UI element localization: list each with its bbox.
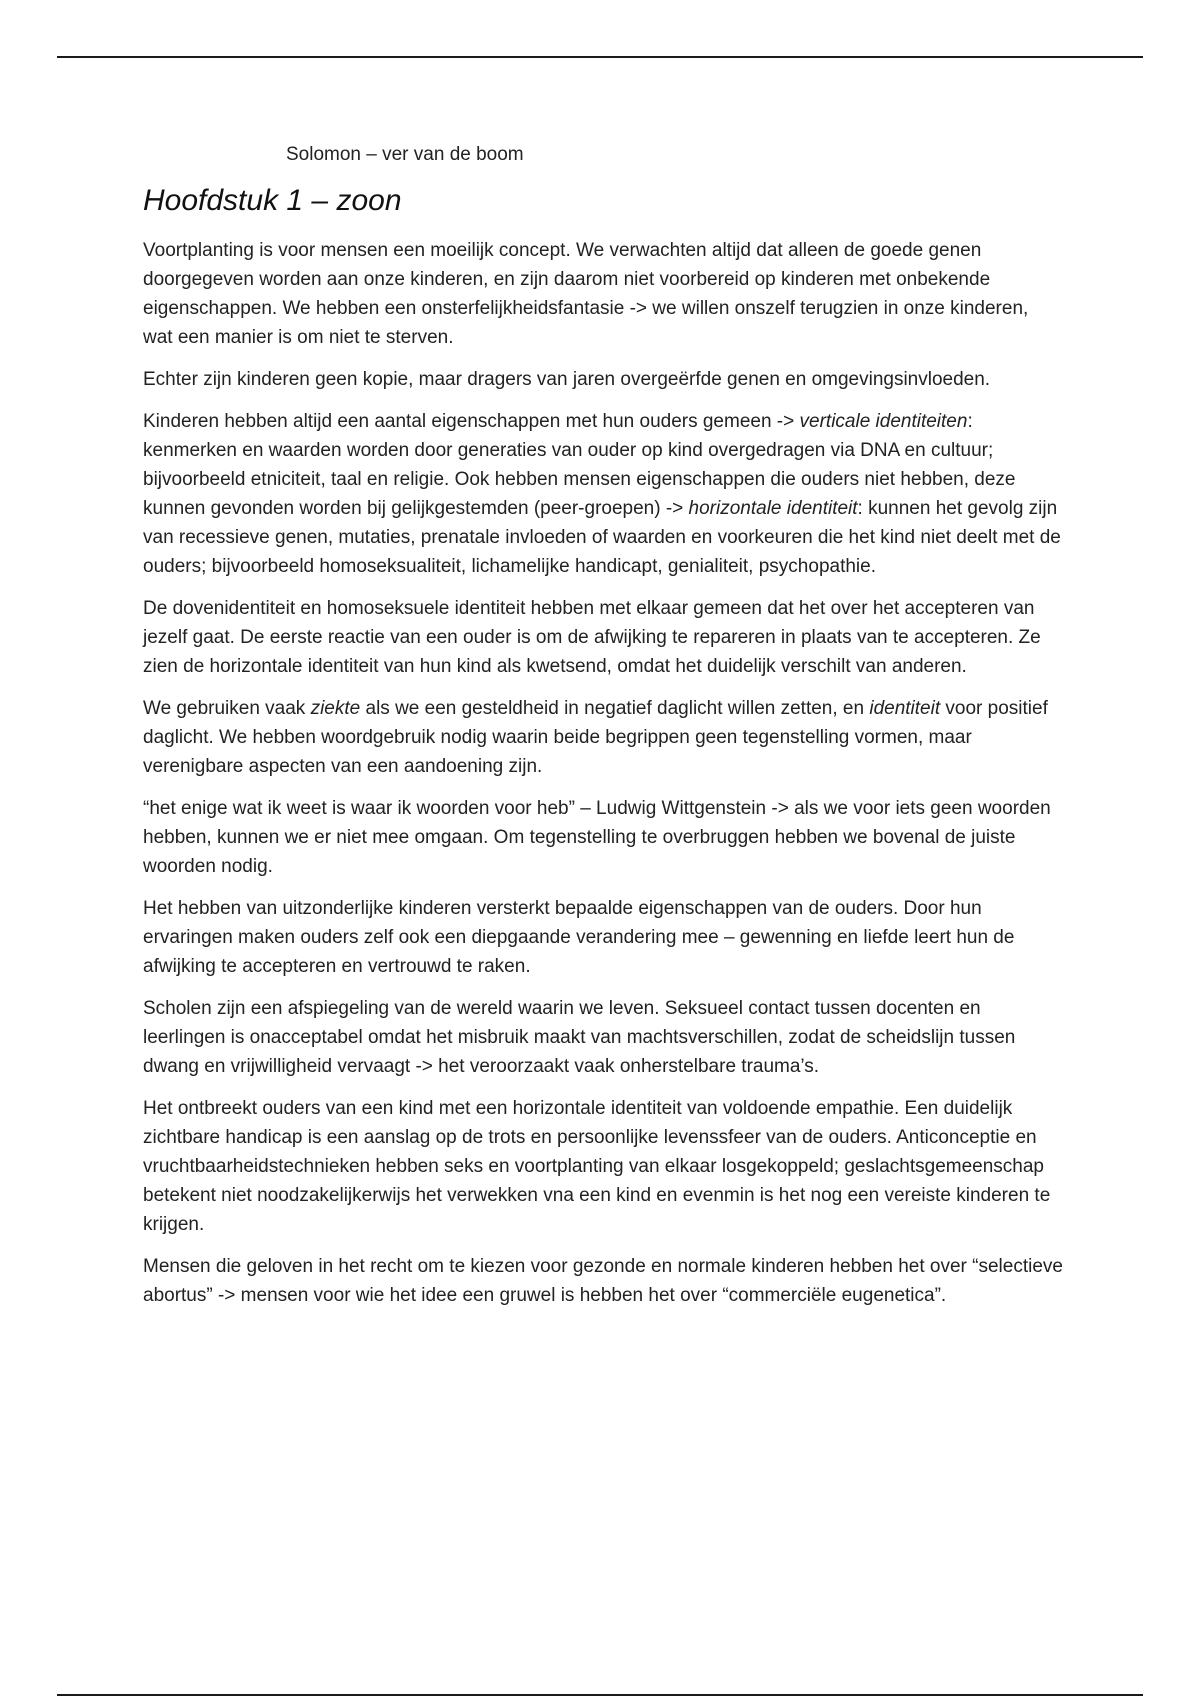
paragraph-text: Voortplanting is voor mensen een moeilijk concept. We verwachten altijd dat alleen de goede genen doorgegeven worden aan onze kinderen, en zijn daarom niet voorbereid op kinderen met onbekende eigenschappen. We hebben een onsterfelijkheidsfantasie -> we willen onszelf terugzien in onze kinderen, wat een manier is om niet te sterven. [143, 240, 1029, 348]
top-rule [57, 56, 1143, 58]
paragraph-text: “het enige wat ik weet is waar ik woorden voor heb” – Ludwig Wittgenstein -> als we voor iets geen woorden hebben, kunnen we er niet mee omgaan. Om tegenstelling te overbruggen hebben we bovenal de juiste woorden nodig. [143, 798, 1051, 877]
paragraph [143, 1252, 1063, 1310]
paragraph [143, 1094, 1063, 1239]
paragraph-text: Mensen die geloven in het recht om te kiezen voor gezonde en normale kinderen hebben het over “selectieve abortus” -> mensen voor wie het idee een gruwel is hebben het over “commerciële eugenetica”. [143, 1256, 1063, 1306]
paragraph [143, 994, 1063, 1081]
paragraph [143, 894, 1063, 981]
paragraph [143, 694, 1063, 781]
italic-term: ziekte [310, 698, 361, 719]
italic-term: horizontale identiteit [688, 498, 858, 519]
paragraph-text: Het ontbreekt ouders van een kind met een horizontale identiteit van voldoende empathie. Een duidelijk zichtbare handicap is een aanslag op de trots en persoonlijke levenssfeer van de ouders. Anticonceptie en vruchtbaarheidstechnieken hebben seks en voortplanting van elkaar losgekoppeld; geslachtsgemeenschap betekent niet noodzakelijkerwijs het verwekken vna een kind en evenmin is het nog een vereiste kinderen te krijgen. [143, 1098, 1051, 1235]
paragraph-list [143, 236, 1063, 1310]
paragraph [143, 365, 1063, 394]
paragraph [143, 594, 1063, 681]
italic-term: verticale identiteiten [799, 411, 968, 432]
paragraph-text: Echter zijn kinderen geen kopie, maar dragers van jaren overgeërfde genen en omgevingsinvloeden. [143, 369, 991, 390]
paragraph-text: Scholen zijn een afspiegeling van de wereld waarin we leven. Seksueel contact tussen docenten en leerlingen is onacceptabel omdat het misbruik maakt van machtsverschillen, zodat de scheidslijn tussen dwang en vrijwilligheid vervaagt -> het veroorzaakt vaak onherstelbare trauma’s. [143, 998, 1016, 1077]
chapter-title: Hoofdstuk 1 – zoon [143, 184, 402, 217]
paragraph-text: : kenmerken en waarden worden door generaties van ouder op kind overgedragen via DNA en cultuur; bijvoorbeeld etniciteit, taal en religie. Ook hebben mensen eigenschappen die ouders niet hebben, deze kunnen gevonden worden bij gelijkgestemden (peer-groepen) -> [143, 411, 1016, 519]
bottom-rule [57, 1694, 1143, 1696]
paragraph-text: voor positief daglicht. We hebben woordgebruik nodig waarin beide begrippen geen tegenstelling vormen, maar verenigbare aspecten van een aandoening zijn. [143, 698, 1048, 777]
paragraph-text: : kunnen het gevolg zijn van recessieve genen, mutaties, prenatale invloeden of waarden en voorkeuren die het kind niet deelt met de ouders; bijvoorbeeld homoseksualiteit, lichamelijke handicapt, genialiteit, psychopathie. [143, 498, 1061, 577]
paragraph-text: Kinderen hebben altijd een aantal eigenschappen met hun ouders gemeen -> [143, 411, 800, 432]
document-header: Solomon – ver van de boom [286, 144, 524, 165]
paragraph [143, 236, 1063, 352]
paragraph-text: Het hebben van uitzonderlijke kinderen versterkt bepaalde eigenschappen van de ouders. Door hun ervaringen maken ouders zelf ook een diepgaande verandering mee – gewenning en liefde leert hun de afwijking te accepteren en vertrouwd te raken. [143, 898, 1015, 977]
italic-term: identiteit [869, 698, 941, 719]
document-body [143, 143, 1063, 1323]
paragraph-text: We gebruiken vaak [143, 698, 311, 719]
paragraph-text: als we een gesteldheid in negatief daglicht willen zetten, en [360, 698, 870, 719]
paragraph [143, 794, 1063, 881]
paragraph [143, 407, 1063, 581]
paragraph-text: De dovenidentiteit en homoseksuele identiteit hebben met elkaar gemeen dat het over het accepteren van jezelf gaat. De eerste reactie van een ouder is om de afwijking te repareren in plaats van te accepteren. Ze zien de horizontale identiteit van hun kind als kwetsend, omdat het duidelijk verschilt van anderen. [143, 598, 1041, 677]
